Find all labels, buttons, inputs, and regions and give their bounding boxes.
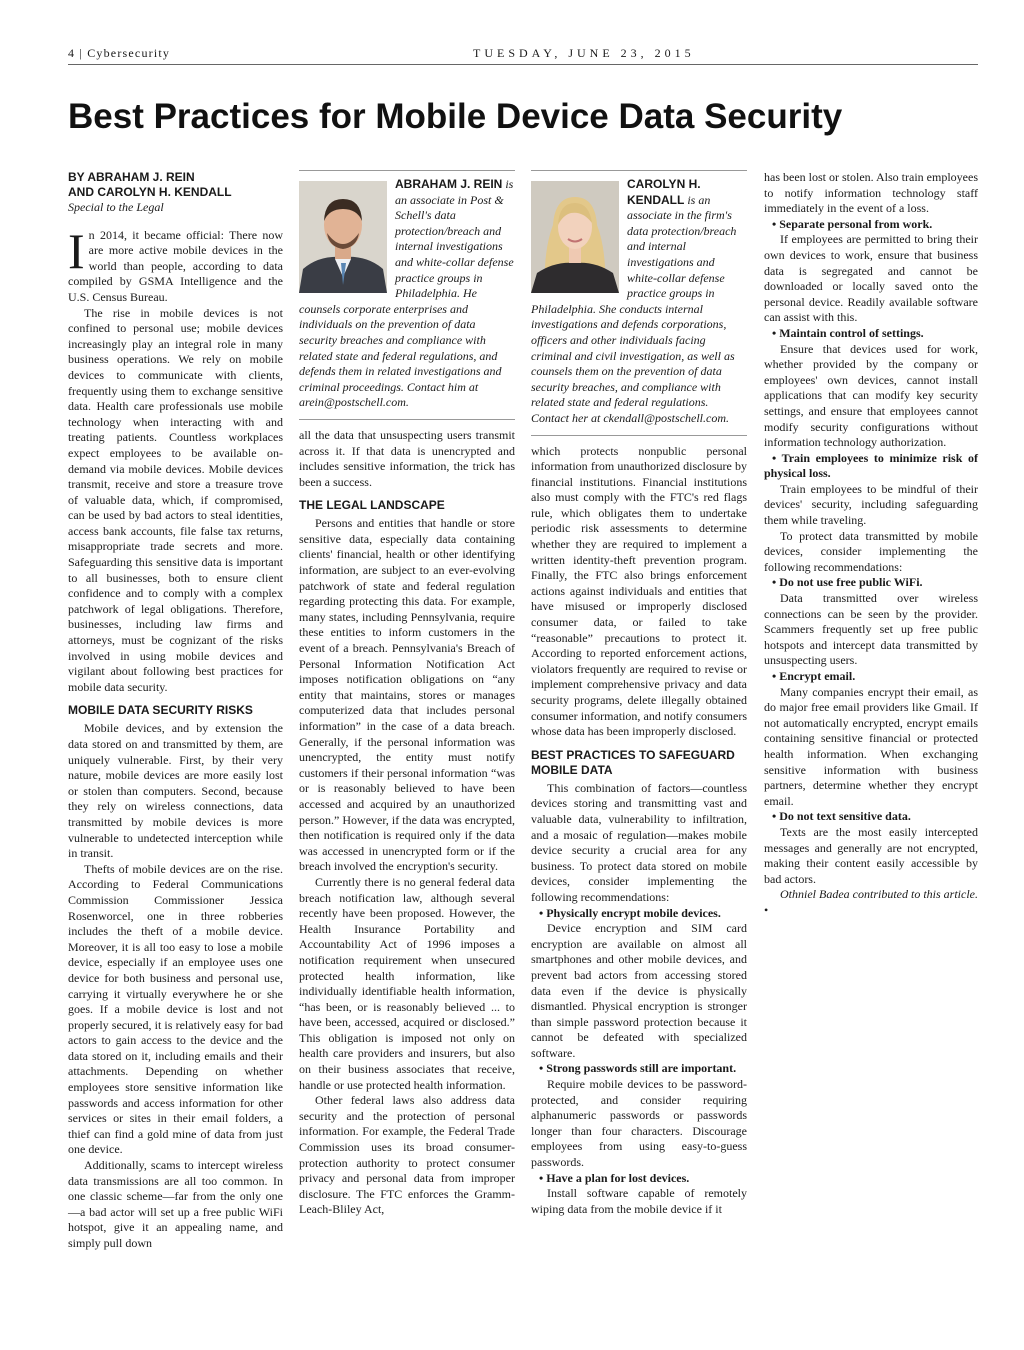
paragraph: Train employees to be mindful of their devices' security, including safeguarding them while traveling.	[764, 481, 978, 528]
drop-cap: I	[68, 222, 85, 279]
paragraph: Mobile devices, and by extension the data stored on and transmitted by them, are uniquely vulnerable. First, by their very nature, mobile devices are more easily lost or stolen than computers. Second, because they rely on wireless connections, data transmitted by mobile devices is more vulnerable to undetected interception while in transit.	[68, 721, 283, 861]
author-photo-rein	[299, 181, 387, 293]
author-name-kendall: CAROLYN H. KENDALL	[627, 177, 701, 207]
paragraph: Many companies encrypt their email, as do major free email providers like Gmail. If not automatically encrypted, encrypt emails containing sensitive financial or protected health information. When exchanging sensitive information with business partners, determine whether they encrypt email.	[764, 684, 978, 808]
intro-text: n 2014, it became official: There now are more active mobile devices in the world than people, according to data compiled by GSMA Intelligence and the U.S. Census Bureau.	[68, 227, 283, 304]
author-bio-rein	[299, 170, 515, 420]
article-headline: Best Practices for Mobile Device Data Security	[68, 97, 843, 136]
author-photo-kendall	[531, 181, 619, 293]
author-bio-kendall	[531, 170, 747, 436]
contributor-credit	[764, 887, 978, 918]
paragraph: If employees are permitted to bring their own devices to work, ensure that business data is segregated and cannot be downloaded or locally saved onto the personal device. Readily available software can assist with this.	[764, 232, 978, 325]
column-1	[68, 170, 283, 1252]
paragraph: Other federal laws also address data security and the protection of personal information. For example, the Federal Trade Commission uses its broad consumer-protection authority to protect consumer privacy and personal data from improper disclosure. The FTC enforces the Gramm-Leach-Bliley Act,	[299, 1093, 515, 1217]
bullet-heading: • Do not use free public WiFi.	[772, 575, 923, 590]
paragraph: Texts are the most easily intercepted messages and generally are not encrypted, making their content easily accessible by bad actors.	[764, 824, 978, 886]
page-header	[68, 46, 978, 66]
issue-date: TUESDAY, JUNE 23, 2015	[473, 46, 695, 60]
paragraph: Require mobile devices to be password-protected, and consider requiring alphanumeric passwords or passwords longer than four characters. Discourage employees from using easy-to-guess passwords.	[531, 1077, 747, 1170]
continued-paragraph: which protects nonpublic personal information from unauthorized disclosure by financial institutions. Financial institutions also must comply with the FTC's red flags rule, which obligates them to undertake periodic risk assessments to determine whether they are required to implement a written identity-theft prevention program. Finally, the FTC also brings enforcement actions against individuals and entities that have misused or improperly disclosed consumer data, or failed to take “reasonable” precautions to protect it. According to reported enforcement actions, violators frequently are required to revise or implement comprehensive privacy and data security programs, delete illegally obtained consumer information, and notify consumers whose data has been improperly disclosed.	[531, 443, 747, 739]
paragraph: Thefts of mobile devices are on the rise. According to Federal Communications Commission Commissioner Jessica Rosenworcel, one in three robberies includes the theft of a mobile device. Moreover, it is all too easy to lose a mobile device, especially if an employee uses one device for both business and personal use, carrying it virtually everywhere he or she goes. If a mobile device is lost and not properly secured, it is relatively easy for bad actors to gain access to the device and the data stored on it, including emails and their attachments. Depending on whether employees store sensitive information like passwords and access information for other services or sites in their email folders, a thief can find a gold mine of data from just one device.	[68, 861, 283, 1157]
paragraph: Ensure that devices used for work, whether provided by the company or employees' own devices, cannot install applications that can modify key security settings, and ensure that employees cannot modify security configurations without information technology authorization.	[764, 341, 978, 450]
column-4	[764, 170, 978, 919]
continued-paragraph: has been lost or stolen. Also train employees to notify information technology staff immediately in the event of a loss.	[764, 170, 978, 216]
byline-line-2: AND CAROLYN H. KENDALL	[68, 185, 232, 199]
paragraph: Additionally, scams to intercept wireless data transmissions are all too common. In one classic scheme—far from the only one—a bad actor will set up a free public WiFi hotspot, give it an appealing name, and simply pull down	[68, 1158, 283, 1250]
byline-line-1: BY ABRAHAM J. REIN	[68, 170, 195, 184]
end-mark: •	[764, 902, 769, 917]
subhead-risks: MOBILE DATA SECURITY RISKS	[68, 703, 253, 718]
paragraph: Device encryption and SIM card encryption are available on almost all smartphones and other mobile devices, and prevent bad actors from accessing stored data even if the device is physically dismantled. Physical encryption is stronger than simple password protection because it cannot be defeated with specialized software.	[531, 921, 747, 1060]
credit-text: Othniel Badea contributed to this article.	[780, 887, 978, 902]
bullet-heading: • Separate personal from work.	[772, 216, 933, 231]
paragraph: Install software capable of remotely wiping data from the mobile device if it	[531, 1186, 747, 1216]
continued-paragraph: all the data that unsuspecting users transmit across it. If that data is unencrypted and includes sensitive information, the trick has been a success.	[299, 427, 515, 489]
paragraph: Currently there is no general federal data breach notification law, although several recently have been proposed. However, the Health Insurance Portability and Accountability Act of 1996 imposes a notification requirement when unsecured protected health information, like individually identifiable health information, “has been, or is reasonably believed ... to have been, accessed, acquired or disclosed.” This obligation is imposed not only on health care providers and insurers, but also on their business associates that receive, handle or use protected health information.	[299, 874, 515, 1092]
bullet-heading: • Train employees to minimize risk of physical loss.	[764, 450, 978, 481]
author-bio-text-kendall: is an associate in the firm's data protection/breach and internal investigations and white-collar defense practice groups in Philadelphia. She conducts internal investigations and defends corporations, officers and other individuals facing criminal and civil investigation, as well as counsels them on the prevention of data security breaches, and compliance with related state and federal regulations. Contact her at ckendall@postschell.com.	[531, 192, 737, 425]
intro-paragraph	[68, 222, 283, 306]
bullet-heading: • Strong passwords still are important.	[539, 1061, 737, 1076]
column-3	[531, 170, 747, 1217]
bullet-heading: • Have a plan for lost devices.	[539, 1170, 690, 1185]
paragraph: The rise in mobile devices is not confined to personal use; mobile devices increasingly play an integral role in many business operations. We rely on mobile devices to communicate with clients, frequently using them to exchange sensitive data. Health care professionals use mobile technology when interacting with and treating patients. Countless workplaces expect employees to be available on-demand via mobile devices. Mobile devices transmit, receive and store a treasure trove of valuable data, which, if compromised, can be used by bad actors to steal identities, access bank accounts, file false tax returns, misappropriate trade secrets and more. Safeguarding this sensitive data is important to all businesses, both to ensure client confidence and to comply with a complex patchwork of legal obligations. Therefore, businesses, including law firms and attorneys, must be cognizant of the risks involved in using mobile devices and vigilant about following best practices for mobile data security.	[68, 305, 283, 694]
section-label: 4 | Cybersecurity	[68, 46, 171, 60]
bullet-heading: • Physically encrypt mobile devices.	[539, 905, 721, 920]
subhead-legal: THE LEGAL LANDSCAPE	[299, 498, 445, 513]
paragraph: Data transmitted over wireless connections can be seen by the provider. Scammers frequently set up free public hotspots and intercept data transmitted by unsuspecting users.	[764, 591, 978, 668]
paragraph: This combination of factors—countless devices storing and transmitting vast and valuable data, vulnerability to infiltration, and a mosaic of regulation—makes mobile device security a crucial area for any business. To protect data stored on mobile devices, consider implementing the following recommendations:	[531, 780, 747, 904]
bullet-heading: • Maintain control of settings.	[772, 325, 924, 340]
column-2	[299, 170, 515, 1218]
bullet-heading: • Encrypt email.	[772, 669, 856, 683]
author-name-rein: ABRAHAM J. REIN	[395, 177, 503, 191]
subhead-best-practices: BEST PRACTICES TO SAFEGUARD MOBILE DATA	[531, 747, 735, 777]
header-rule	[68, 64, 978, 65]
paragraph: Persons and entities that handle or store sensitive data, especially data containing clients' financial, health or other identifying information, are subject to an ever-evolving patchwork of state and federal regulation regarding protecting this data. For example, many states, including Pennsylvania, require these entities to inform customers in the event of a breach. Pennsylvania's Breach of Personal Information Notification Act imposes notification obligations on “any entity that maintains, stores or manages computerized data that includes personal information” in the case of a data breach. Generally, if the personal information was unencrypted, the entity must notify customers if their personal information “was or is reasonably believed to have been accessed and acquired by an unauthorized person.” However, if the data was encrypted, then notification is required only if the data was accessed in unencrypted form or if the breach involved the encryption's security.	[299, 516, 515, 874]
byline-special: Special to the Legal	[68, 200, 164, 214]
author-bio-text-rein: is an associate in Post & Schell's data protection/breach and internal investigations and white-collar defense practice groups in Philadelphia. He counsels corporate enterprises and individuals on the prevention of data security breaches and compliance with related state and federal regulations, and defends them in related investigations and criminal proceedings. Contact him at arein@postschell.com.	[299, 177, 514, 410]
bullet-heading: • Do not text sensitive data.	[772, 809, 911, 824]
paragraph: To protect data transmitted by mobile devices, consider implementing the following recommendations:	[764, 528, 978, 574]
